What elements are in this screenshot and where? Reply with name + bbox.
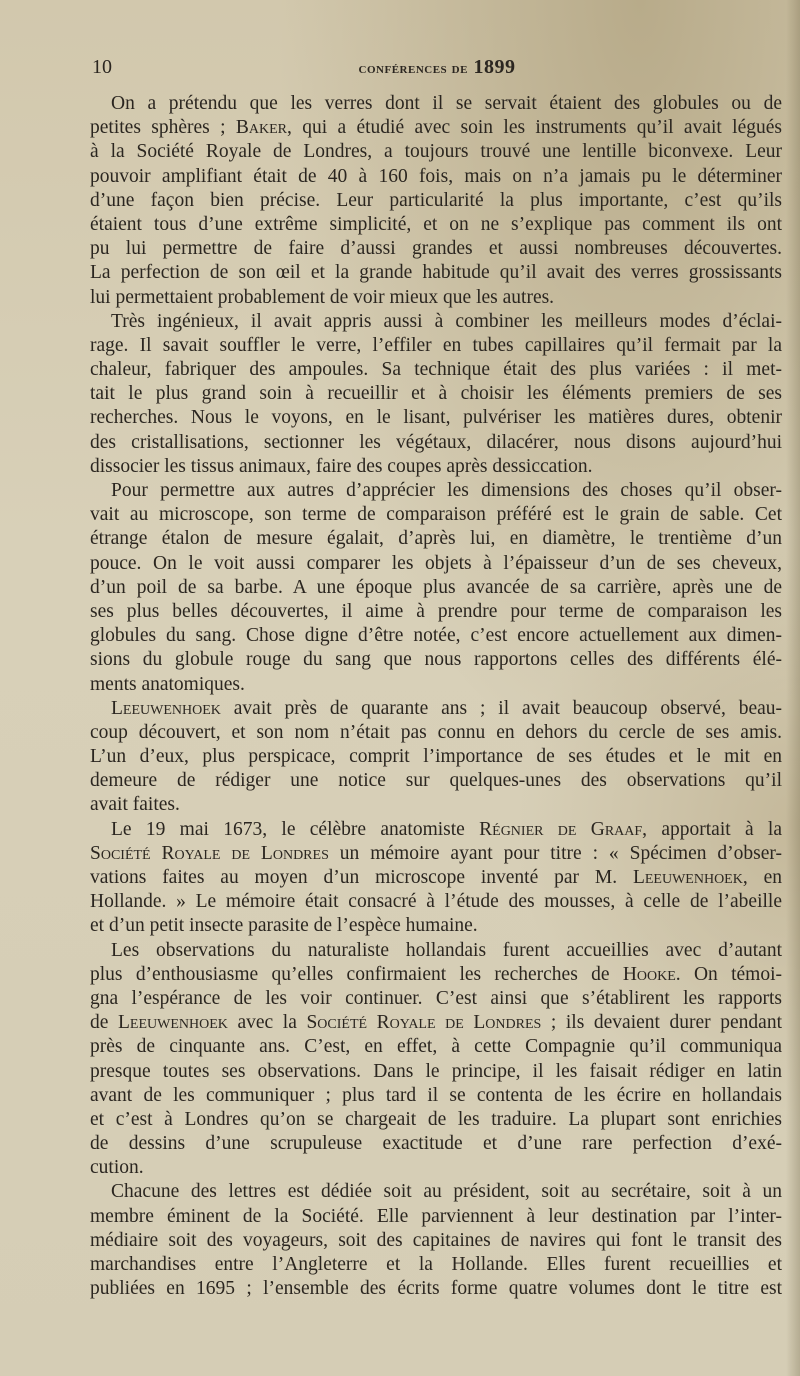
small-caps-name: Hooke <box>622 963 676 985</box>
text-segment: coup découvert, et son nom n’était pas connu en dehors du cercle de ses amis. <box>90 721 782 743</box>
text-line <box>90 358 782 382</box>
text-segment: rage. Il savait souffler le verre, l’effiler en tubes capillaires qu’il fermait par la <box>90 334 782 356</box>
text-line <box>90 382 782 406</box>
text-segment: globules du sang. Chose digne d’être notée, c’est encore actuellement aux dimen- <box>90 625 782 647</box>
text-line <box>90 648 782 672</box>
small-caps-name: Leeuwenhoek <box>111 697 221 719</box>
text-line <box>90 939 782 963</box>
text-line <box>90 600 782 624</box>
text-segment: des cristallisations, sectionner les végétaux, dilacérer, nous disons aujourd’hui <box>90 431 782 453</box>
small-caps-name: Leeuwenhoek <box>632 867 743 888</box>
small-caps-name: Société Royale de Londres <box>306 1012 542 1034</box>
text-line <box>90 1060 782 1084</box>
text-line <box>90 310 782 334</box>
text-line <box>90 1180 782 1204</box>
small-caps-name: Société Royale de Londres <box>90 842 329 864</box>
text-line <box>90 914 782 938</box>
text-segment: marchandises entre l’Angleterre et la Hollande. Elles furent recueillies et <box>90 1254 782 1275</box>
text-segment: pouce. On le voit aussi comparer les objets à l’épaisseur d’un de ses cheveux, <box>90 552 782 574</box>
text-line <box>90 624 782 648</box>
text-segment: avant de les communiquer ; plus tard il se contenta de les écrire en hollandais <box>90 1084 782 1106</box>
small-caps-name: Régnier de Graaf <box>479 818 643 840</box>
text-segment: et c’est à Londres qu’on se chargeait de les traduire. La plupart sont enrichies <box>90 1108 782 1130</box>
text-segment: publiées en 1695 ; l’ensemble des écrits forme quatre volumes dont le titre est <box>90 1278 782 1300</box>
small-caps-name: Leeuwenhoek <box>118 1012 228 1034</box>
text-line <box>90 1205 782 1229</box>
page-number: 10 <box>92 56 112 78</box>
text-line <box>90 1132 782 1156</box>
text-segment: , en <box>742 867 782 888</box>
text-segment: à la Société Royale de Londres, a toujours trouvé une lentille biconvexe. Leur <box>90 141 782 163</box>
text-segment: avec la <box>227 1012 307 1034</box>
text-segment: , apportait à la <box>642 818 782 840</box>
text-segment: membre éminent de la Société. Elle parviennent à leur destination par l’inter- <box>90 1205 782 1227</box>
text-line <box>90 987 782 1011</box>
text-segment: ses plus belles découvertes, il aime à prendre pour terme de comparaison les <box>90 600 782 622</box>
text-segment: cution. <box>90 1157 144 1179</box>
text-line <box>90 237 782 261</box>
text-segment: Les observations du naturaliste hollandais furent accueillies avec d’autant <box>111 939 782 961</box>
text-segment: petites sphères ; <box>90 117 236 139</box>
text-line <box>90 431 782 455</box>
text-segment: vait au microscope, son terme de comparaison préféré est le grain de sable. Cet <box>90 504 782 526</box>
text-segment: demeure de rédiger une notice sur quelques-unes des observations qu’il <box>90 770 782 792</box>
text-segment: sions du globule rouge du sang que nous rapportons celles des différents élé- <box>90 649 782 671</box>
text-segment: d’une façon bien précise. Leur particularité la plus importante, c’est qu’ils <box>90 189 782 211</box>
text-line <box>90 1084 782 1108</box>
text-line <box>90 455 782 479</box>
text-segment: recherches. Nous le voyons, en le lisant, pulvériser les matières dures, obtenir <box>90 407 782 429</box>
text-segment: Hollande. » Le mémoire était consacré à l’étude des mousses, à celle de l’abeille <box>90 891 782 913</box>
text-segment: un mémoire ayant pour titre : « Spécimen d’obser- <box>328 842 782 864</box>
text-line <box>90 866 782 890</box>
text-segment: ments anatomiques. <box>90 673 245 695</box>
text-line <box>90 963 782 987</box>
running-title-year: 1899 <box>473 56 516 78</box>
text-segment: d’un poil de sa barbe. A une époque plus avancée de sa carrière, après une de <box>90 576 782 598</box>
text-segment: La perfection de son œil et la grande habitude qu’il avait des verres grossissants <box>90 262 782 284</box>
text-line <box>90 92 782 116</box>
text-line <box>90 261 782 285</box>
text-line <box>90 818 782 842</box>
text-line <box>90 189 782 213</box>
running-title <box>92 56 782 79</box>
text-line <box>90 213 782 237</box>
text-line <box>90 697 782 721</box>
text-line <box>90 116 782 140</box>
text-line <box>90 527 782 551</box>
page-body <box>90 92 782 1301</box>
running-header <box>92 56 782 82</box>
text-line <box>90 552 782 576</box>
text-segment: pouvoir amplifiant était de 40 à 160 fois, mais on n’a jamais pu le déterminer <box>90 165 782 187</box>
paragraph <box>90 1180 782 1301</box>
text-segment: étaient tous d’une extrême simplicité, et on ne s’explique pas comment ils ont <box>90 213 782 235</box>
text-segment: et d’un petit insecte parasite de l’espèce humaine. <box>90 915 478 937</box>
text-line <box>90 165 782 189</box>
text-segment: de <box>90 1012 118 1034</box>
text-segment: pu lui permettre de faire d’aussi grandes et aussi nombreuses découvertes. <box>90 238 782 260</box>
text-segment: étrange étalon de mesure égalait, d’après lui, en diamètre, le trentième d’un <box>90 528 782 550</box>
text-segment: lui permettaient probablement de voir mieux que les autres. <box>90 286 555 308</box>
text-line <box>90 890 782 914</box>
small-caps-name: Baker <box>235 117 287 139</box>
text-line <box>90 140 782 164</box>
paragraph <box>90 939 782 1181</box>
text-line <box>90 721 782 745</box>
text-segment: ; ils devaient durer pendant <box>541 1012 782 1034</box>
text-line <box>90 1253 782 1277</box>
text-segment: L’un d’eux, plus perspicace, comprit l’importance de ses études et le mit en <box>90 746 782 768</box>
text-segment: presque toutes ses observations. Dans le principe, il les faisait rédiger en latin <box>90 1060 782 1082</box>
text-line <box>90 576 782 600</box>
text-segment: plus d’enthousiasme qu’elles confirmaient les recherches de <box>90 963 623 985</box>
paragraph <box>90 697 782 818</box>
text-segment: . On témoi- <box>675 963 783 985</box>
text-line <box>90 1035 782 1059</box>
text-line <box>90 334 782 358</box>
text-line <box>90 745 782 769</box>
page-edge-shadow <box>786 0 800 1376</box>
paragraph <box>90 818 782 939</box>
text-segment: avait près de quarante ans ; il avait beaucoup observé, beau- <box>220 697 782 719</box>
text-line <box>90 503 782 527</box>
text-segment: médiaire soit des voyageurs, soit des capitaines de navires qui font le transit des <box>90 1229 782 1251</box>
text-segment: Pour permettre aux autres d’apprécier les dimensions des choses qu’il obser- <box>111 480 782 501</box>
text-segment: Chacune des lettres est dédiée soit au président, soit au secrétaire, soit à un <box>111 1181 782 1203</box>
text-line <box>90 673 782 697</box>
text-line <box>90 406 782 430</box>
running-title-text: conférences de <box>358 60 468 77</box>
text-segment: avait faites. <box>90 794 180 816</box>
text-line <box>90 1277 782 1301</box>
text-line <box>90 1229 782 1253</box>
paragraph <box>90 479 782 697</box>
text-segment: dissocier les tissus animaux, faire des coupes après dessiccation. <box>90 455 593 477</box>
text-segment: gna l’espérance de les voir continuer. C’est ainsi que s’établirent les rapports <box>90 987 782 1009</box>
text-segment: , qui a étudié avec soin les instruments qu’il avait légués <box>286 117 782 139</box>
text-line <box>90 793 782 817</box>
text-line <box>90 842 782 866</box>
text-line <box>90 479 782 503</box>
text-segment: Très ingénieux, il avait appris aussi à combiner les meilleurs modes d’éclai- <box>111 310 782 332</box>
text-segment: On a prétendu que les verres dont il se servait étaient des globules ou de <box>111 93 782 114</box>
text-segment: près de cinquante ans. C’est, en effet, à cette Compagnie qu’il communiqua <box>90 1036 782 1058</box>
text-segment: vations faites au moyen d’un microscope inventé par M. <box>90 867 633 888</box>
text-segment: tait le plus grand soin à recueillir et à choisir les éléments premiers de ses <box>90 383 782 405</box>
text-line <box>90 1156 782 1180</box>
text-line <box>90 1011 782 1035</box>
paragraph <box>90 310 782 479</box>
text-line <box>90 1108 782 1132</box>
text-line <box>90 769 782 793</box>
text-segment: Le 19 mai 1673, le célèbre anatomiste <box>111 818 480 840</box>
text-line <box>90 286 782 310</box>
text-segment: chaleur, fabriquer des ampoules. Sa technique était des plus variées : il met- <box>90 359 782 381</box>
paragraph <box>90 92 782 310</box>
text-segment: de dessins d’une scrupuleuse exactitude et d’une rare perfection d’exé- <box>90 1133 782 1155</box>
